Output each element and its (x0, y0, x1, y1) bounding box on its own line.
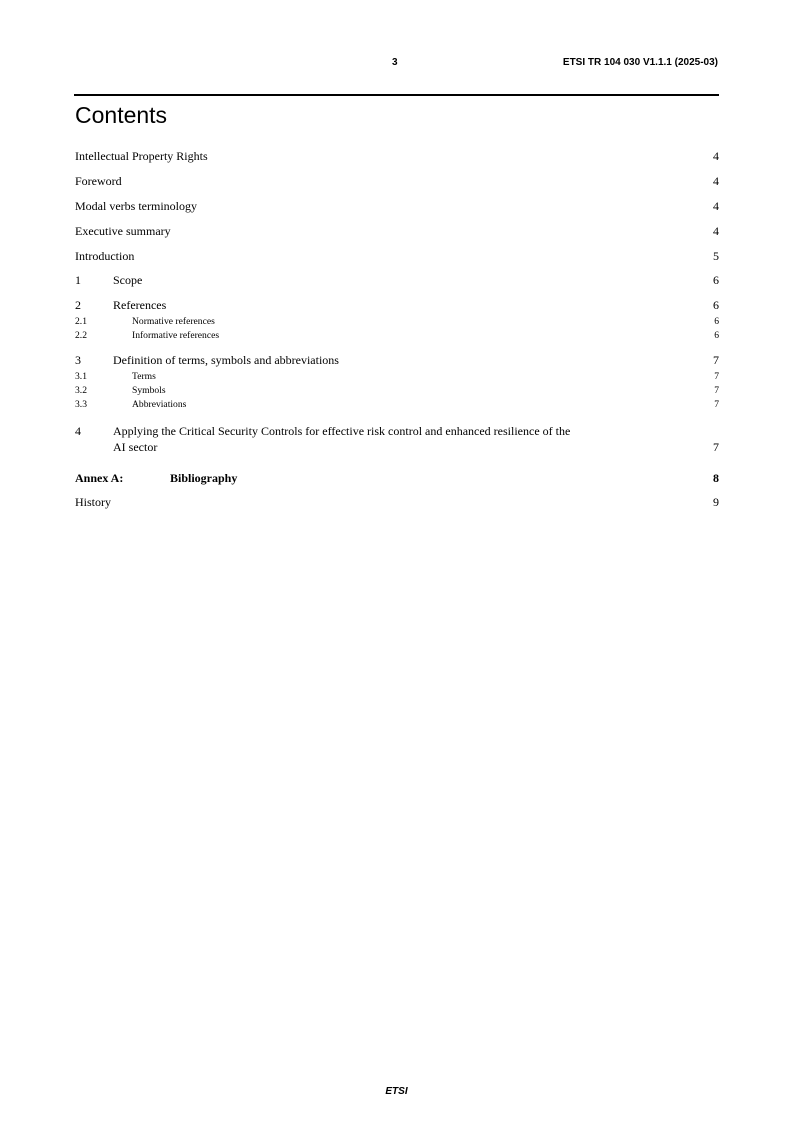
toc-entry-terms[interactable] (75, 371, 719, 382)
toc-entry-normative-references[interactable] (75, 316, 719, 327)
toc-entry-title: Terms (132, 371, 156, 382)
toc-entry-page: 6 (714, 330, 719, 341)
toc-entry-annex-a-bibliography[interactable] (75, 471, 719, 486)
toc-entry-title: Modal verbs terminology (75, 199, 197, 213)
toc-entry-title: Normative references (132, 316, 215, 327)
toc-entry-number: Annex A: (75, 471, 124, 485)
toc-entry-page: 4 (713, 149, 719, 163)
toc-entry-page: 4 (713, 199, 719, 213)
toc-entry-title: Scope (113, 273, 143, 287)
toc-entry-title: Definition of terms, symbols and abbreviations (113, 353, 339, 367)
toc-entry-title: References (113, 298, 167, 312)
toc-entry-number: 1 (75, 273, 81, 287)
toc-entry-number: 3.2 (75, 385, 87, 396)
toc-entry-title: Introduction (75, 249, 135, 263)
toc-entry-page: 6 (713, 273, 719, 287)
toc-entry-page: 4 (713, 224, 719, 238)
toc-entry-introduction[interactable] (75, 249, 719, 264)
toc-entry-number: 2.2 (75, 330, 87, 341)
toc-entry-title: Foreword (75, 174, 122, 188)
toc-entry-history[interactable] (75, 495, 719, 510)
toc-entry-page: 6 (714, 316, 719, 327)
toc-entry-modal-verbs-terminology[interactable] (75, 199, 719, 214)
toc-entry-title: Bibliography (170, 471, 238, 485)
toc-entry-number: 2.1 (75, 316, 87, 327)
toc-entry-page: 7 (714, 385, 719, 396)
toc-entry-number: 3.3 (75, 399, 87, 410)
toc-entry-title: Intellectual Property Rights (75, 149, 208, 163)
toc-entry-title: Executive summary (75, 224, 171, 238)
toc-entry-page: 7 (714, 371, 719, 382)
contents-title: Contents (75, 102, 168, 128)
toc-entry-intellectual-property-rights[interactable] (75, 149, 719, 164)
toc-entry-number: 3 (75, 353, 81, 367)
header-page-number: 3 (392, 57, 398, 68)
toc-entry-number: 2 (75, 298, 81, 312)
toc-entry-symbols[interactable] (75, 385, 719, 396)
toc-entry-page: 8 (713, 471, 719, 485)
toc-entry-references[interactable] (75, 298, 719, 313)
toc-entry-title: History (75, 495, 111, 509)
toc-entry-page: 6 (713, 298, 719, 312)
toc-entry-title-line1: Applying the Critical Security Controls for effective risk control and enhanced resilience of the (113, 424, 571, 438)
toc-entry-page: 7 (714, 399, 719, 410)
toc-entry-page: 4 (713, 174, 719, 188)
toc-entry-title-line2: AI sector (113, 440, 158, 454)
footer-etsi: ETSI (385, 1086, 408, 1097)
toc-entry-abbreviations[interactable] (75, 399, 719, 410)
header-document-id: ETSI TR 104 030 V1.1.1 (2025-03) (562, 57, 718, 68)
toc-entry-page: 7 (713, 353, 719, 367)
toc-entry-page: 5 (713, 249, 719, 263)
toc-entry-page: 7 (713, 440, 719, 454)
toc-entry-title: Informative references (132, 330, 220, 341)
header-rule (74, 94, 719, 96)
toc-entry-informative-references[interactable] (75, 330, 719, 341)
toc-entry-number: 3.1 (75, 371, 87, 382)
toc-entry-number: 4 (75, 424, 81, 438)
toc-entry-definition-of-terms[interactable] (75, 353, 719, 368)
toc-entry-title: Abbreviations (132, 399, 187, 410)
toc-entry-foreword[interactable] (75, 174, 719, 189)
toc-entry-scope[interactable] (75, 273, 719, 288)
toc-entry-title: Symbols (132, 385, 166, 396)
toc-entry-executive-summary[interactable] (75, 224, 719, 239)
toc-entry-page: 9 (713, 495, 719, 509)
